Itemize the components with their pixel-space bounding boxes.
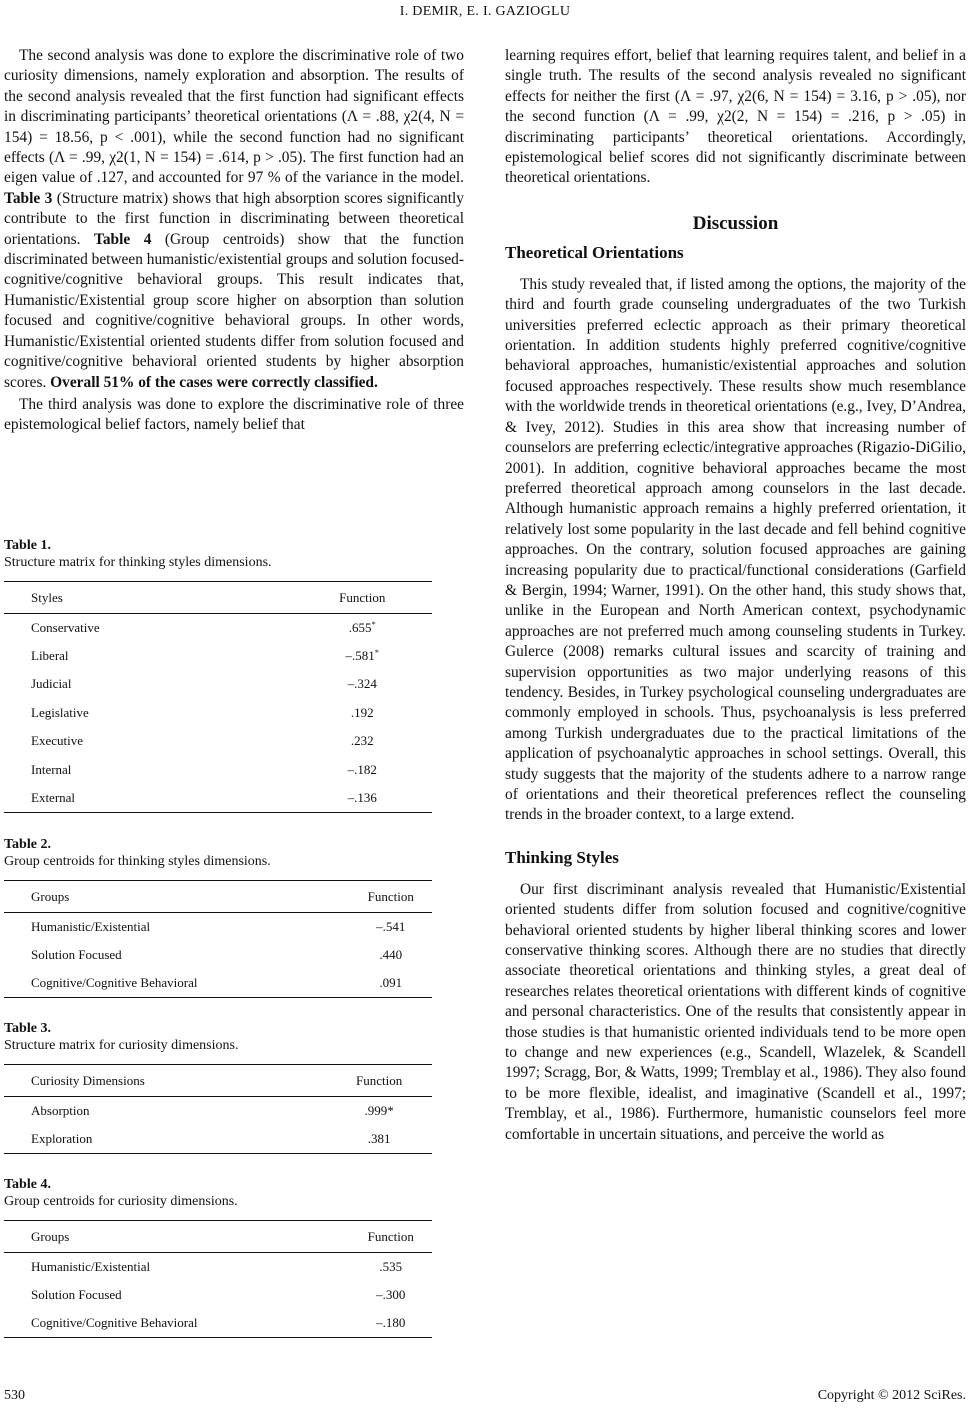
table-1 xyxy=(4,537,432,813)
running-head: I. DEMIR, E. I. GAZIOGLU xyxy=(399,4,571,19)
table-label: Table 2. xyxy=(4,837,51,852)
right-column xyxy=(505,46,966,1145)
table-label: Table 1. xyxy=(4,538,51,553)
group-centroids-curiosity xyxy=(4,1220,432,1338)
column-header-function: Function xyxy=(326,1065,432,1097)
table-3-reference: Table 3 xyxy=(4,189,53,207)
table-row: Conservative .655* xyxy=(31,618,376,635)
column-header-function: Function xyxy=(349,881,432,913)
left-column xyxy=(4,46,464,436)
column-header-groups: Groups xyxy=(4,881,349,913)
structure-matrix-curiosity xyxy=(4,1064,432,1154)
table-row: Executive .232 xyxy=(31,733,374,749)
table-label: Table 3. xyxy=(4,1021,51,1036)
table-2 xyxy=(4,836,432,998)
table-row: Absorption .999* xyxy=(31,1102,394,1118)
table-4-reference: Table 4 xyxy=(94,230,152,248)
table-row: Cognitive/Cognitive Behavioral .091 xyxy=(4,969,432,997)
group-centroids-thinking-styles xyxy=(4,880,432,998)
table-row: Humanistic/Existential .535 xyxy=(31,1258,403,1274)
significance-marker: * xyxy=(371,618,376,629)
copyright-notice: Copyright © 2012 SciRes. xyxy=(817,1388,966,1403)
column-header-function: Function xyxy=(292,582,432,614)
paragraph-second-analysis: The second analysis was done to explore the discriminative role of two curiosity dimensions, namely exploration and absorption. The results of the second analysis revealed that the first function had significant effects in discriminating participants’ theoretical orientations (Λ = .88, χ2(4, N = 154) = 18.56, p < .001), while the second function had no significant effects (Λ = .99, χ2(1, N = 154) = .614, p > .05). The first function had an eigen value of .127, and accounted for 97 % of the variance in the model. Table 3 (Structure matrix) shows that high absorption scores significantly contribute to the first function in discriminating between theoretical orientations. Table 4 (Group centroids) show that the function discriminated between humanistic/existential groups and solution focused-cognitive/cognitive behavioral groups. This result indicates that, Humanistic/Existential group score higher on absorption than solution focused and cognitive/cognitive behavioral groups. In other words, Humanistic/Existential oriented students differ from solution focused and cognitive/cognitive behavioral oriented students by higher absorption scores. Overall 51% of the cases were correctly classified. xyxy=(4,47,464,391)
table-caption: Group centroids for curiosity dimensions. xyxy=(4,1194,238,1209)
column-header-groups: Groups xyxy=(4,1221,349,1253)
subheading-thinking-styles: Thinking Styles xyxy=(505,847,619,867)
table-caption: Structure matrix for thinking styles dimensions. xyxy=(4,555,272,570)
table-row: Internal –.182 xyxy=(31,761,377,777)
table-row: External –.136 xyxy=(4,784,432,812)
table-row: Cognitive/Cognitive Behavioral –.180 xyxy=(4,1309,432,1337)
paragraph-third-analysis: The third analysis was done to explore the discriminative role of three epistemological belief factors, namely belief that xyxy=(4,395,464,434)
column-header-function: Function xyxy=(349,1221,432,1253)
section-heading-discussion: Discussion xyxy=(692,212,779,234)
table-row: Humanistic/Existential –.541 xyxy=(31,918,406,934)
table-row: Solution Focused –.300 xyxy=(31,1287,406,1303)
table-label: Table 4. xyxy=(4,1177,51,1192)
classification-result: Overall 51% of the cases were correctly classified. xyxy=(50,373,378,391)
table-3 xyxy=(4,1020,432,1154)
table-caption: Group centroids for thinking styles dimensions. xyxy=(4,854,271,869)
table-row: Liberal –.581* xyxy=(31,647,379,664)
table-row: Legislative .192 xyxy=(31,704,374,720)
paragraph-theoretical-orientations: This study revealed that, if listed among the options, the majority of the third and fourth grade counseling undergraduates of the two Turkish universities preferred eclectic approach as their primary theoretical orientation. In addition students highly preferred cognitive/cognitive behavioral approaches, humanistic/existential approaches and solution focused approaches respectively. These results show much resemblance with the worldwide trends in theoretical orientations (e.g., Ivey, D’Andrea, & Ivey, 2012). Studies in this area show that increasing number of counselors are preferring eclectic/integrative approaches (Rigazio-DiGilio, 2001). In addition, cognitive behavioral approaches became the most preferred theoretical approach among counselors in the last decade. Although humanistic approach remains a highly preferred orientation, it relatively lost some popularity in the last decade and fell behind cognitive approaches. On the contrary, solution focused approaches are gaining increasing popularity due to practical/functional considerations (Garfield & Bergin, 1994; Warner, 1991). On the other hand, this study shows that, unlike in the European and North American context, psychodynamic approaches are not preferred much among counseling students in Turkey. Gulerce (2008) remarks cultural issues and scarcity of training and supervision opportunities as two major underlying reasons of this tendency. Besides, in Turkey psychological counseling undergraduates are commonly employed in schools. Thus, psychoanalysis is less preferred among Turkish undergraduates due to the practical limitations of the application of psychoanalytic approaches in school settings. Overall, this study suggests that the majority of the students adhere to a narrow range of orientations and their theoretical preferences reflect the counseling trends in the broader context, to a large extend. xyxy=(505,275,966,824)
table-caption: Structure matrix for curiosity dimensions. xyxy=(4,1038,239,1053)
significance-marker: * xyxy=(374,647,379,658)
paragraph-thinking-styles: Our first discriminant analysis revealed that Humanistic/Existential oriented students differ from solution focused and cognitive/cognitive behavioral oriented students by higher liberal thinking scores and lower conservative thinking scores. Although there are no studies that directly associate theoretical orientations and thinking styles, a great deal of researches relates theoretical orientations with different kinds of cognitive and personal characteristics. One of the results that consistently appear in those studies is that humanistic oriented individuals tend to be more open to change and new experiences (e.g., Scandell, Wlazelek, & Scandell 1997; Scragg, Bor, & Watts, 1999; Tremblay et al., 1986). They also found to be more flexible, idealist, and imaginative (Scandell et al., 1997; Tremblay, et al., 1986). Furthermore, humanistic counselors feel more comfortable in uncertain situations, and perceive the world as xyxy=(505,880,966,1143)
table-row: Judicial –.324 xyxy=(31,676,377,692)
paragraph-epistemological-results: learning requires effort, belief that learning requires talent, and belief in a single truth. The results of the second analysis revealed no significant effects for neither the first (Λ = .97, χ2(6, N = 154) = 3.16, p > .05), nor the second function (Λ = .99, χ2(2, N = 154) = .216, p > .05) in discriminating participants’ theoretical orientations. Accordingly, epistemological belief scores did not significantly discriminate between theoretical orientations. xyxy=(505,47,966,187)
column-header-curiosity-dimensions: Curiosity Dimensions xyxy=(4,1065,326,1097)
table-row: Exploration .381 xyxy=(4,1125,432,1153)
table-4 xyxy=(4,1176,432,1338)
subheading-theoretical-orientations: Theoretical Orientations xyxy=(505,242,684,262)
page-number: 530 xyxy=(4,1388,25,1403)
table-row: Solution Focused .440 xyxy=(31,947,403,963)
column-header-styles: Styles xyxy=(4,582,292,614)
structure-matrix-thinking-styles xyxy=(4,581,432,813)
